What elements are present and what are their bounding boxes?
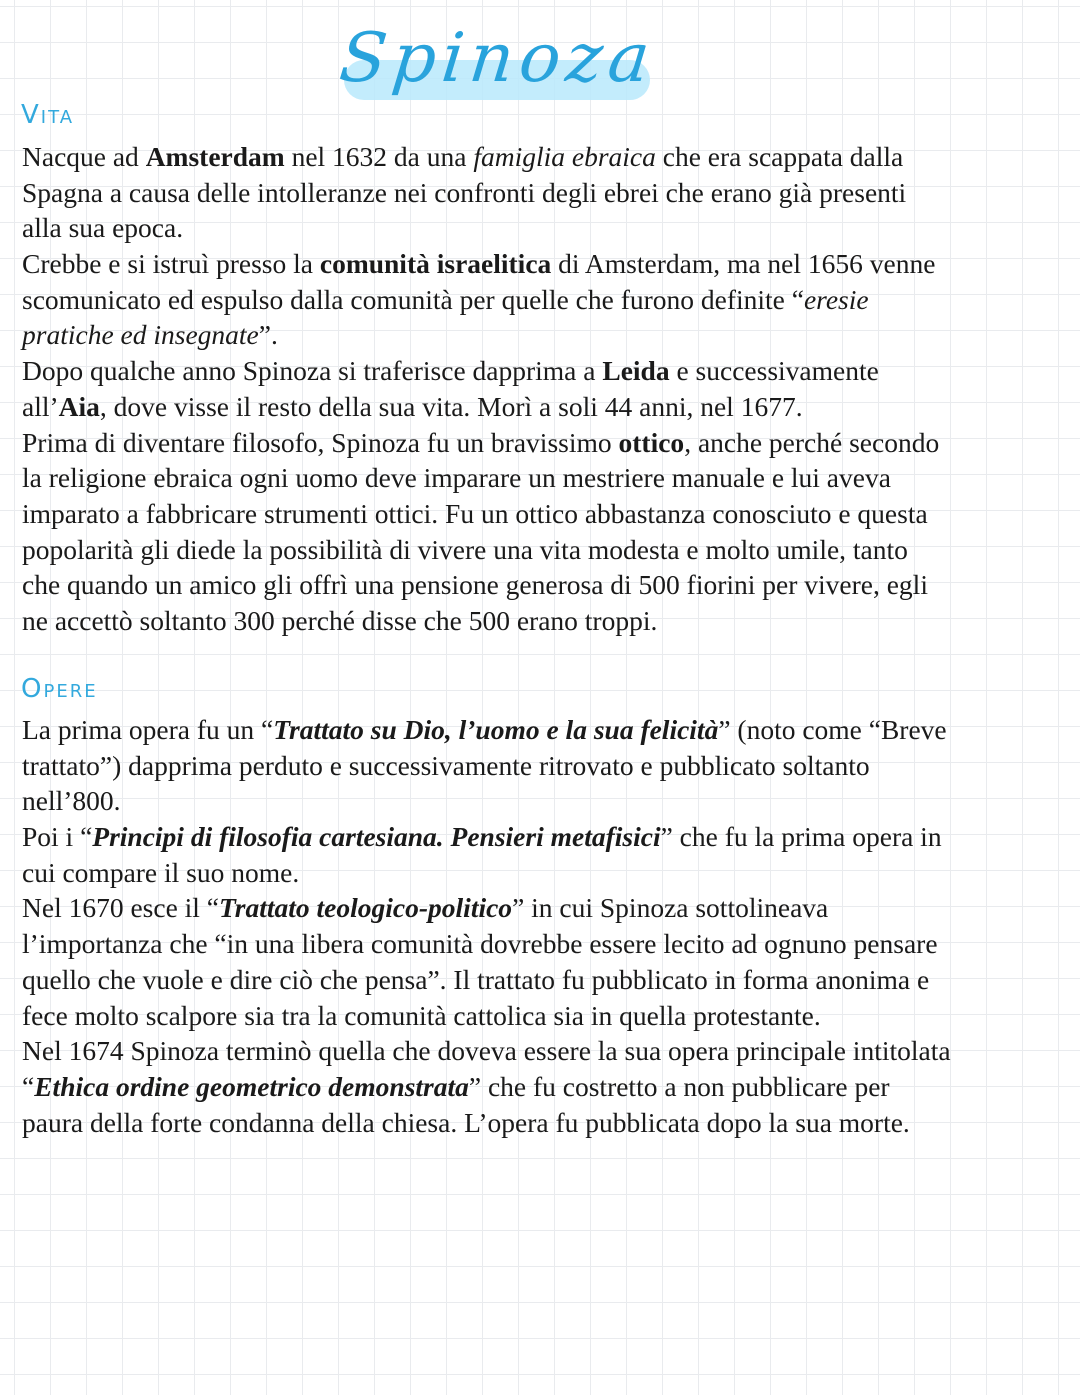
text-segment: popolarità gli diede la possibilità di vivere una vita modesta e molto umile, tanto [22, 533, 908, 565]
text-line [22, 496, 1072, 532]
text-segment: la religione ebraica ogni uomo deve imparare un mestriere manuale e lui aveva [22, 462, 891, 494]
text-segment: nel 1632 da una [284, 141, 474, 172]
text-line [22, 567, 1072, 603]
section-heading-vita: Vita [21, 100, 75, 130]
emphasis-text: Aia [58, 390, 100, 422]
text-line [22, 1069, 1072, 1105]
text-line [22, 532, 1072, 568]
text-line [22, 210, 1072, 246]
text-line [22, 1033, 1072, 1069]
text-line [22, 425, 1072, 461]
page-title-text: Spinoza [335, 19, 660, 98]
text-segment: trattato”) dapprima perduto e successivamente ritrovato e pubblicato soltanto [22, 749, 870, 781]
text-segment: fece molto scalpore sia tra la comunità cattolica sia in quella protestante. [22, 999, 821, 1031]
text-segment: scomunicato ed espulso dalla comunità per quelle che furono definite “ [22, 283, 804, 315]
emphasis-text: eresie [803, 283, 869, 315]
emphasis-text: famiglia ebraica [473, 141, 656, 172]
text-line [22, 712, 1072, 748]
text-segment: Spagna a causa delle intolleranze nei confronti degli ebrei che erano già presenti [22, 176, 907, 208]
text-line [22, 317, 1072, 353]
text-segment: Prima di diventare filosofo, Spinoza fu un bravissimo [22, 426, 619, 458]
emphasis-text: Principi di filosofia cartesiana. Pensieri metafisici [92, 821, 661, 853]
text-line [22, 783, 1072, 819]
text-line [22, 603, 1072, 639]
text-line [22, 389, 1072, 425]
text-segment: Dopo qualche anno Spinoza si traferisce dapprima a [22, 355, 603, 387]
text-line [22, 353, 1072, 389]
text-segment: all’ [22, 390, 59, 422]
text-segment: l’importanza che “in una libera comunità dovrebbe essere lecito ad ognuno pensare [22, 928, 938, 960]
text-line [22, 282, 1072, 318]
text-segment: , anche perché secondo [684, 426, 940, 458]
page-title [335, 14, 660, 124]
section-body-vita [22, 139, 1072, 639]
text-segment: Poi i “ [22, 821, 93, 853]
text-segment: “ [22, 1070, 35, 1102]
text-segment: paura della forte condanna della chiesa. L’opera fu pubblicata dopo la sua morte. [22, 1106, 910, 1138]
text-segment: ne accettò soltanto 300 perché disse che 500 erano troppi. [22, 604, 658, 636]
emphasis-text: pratiche ed insegnate [22, 319, 259, 351]
text-line [22, 962, 1072, 998]
text-segment: di Amsterdam, ma nel 1656 venne [551, 248, 936, 280]
text-line [22, 998, 1072, 1034]
text-segment: ” che fu costretto a non pubblicare per [468, 1070, 890, 1102]
text-line [22, 748, 1072, 784]
text-line [22, 1105, 1072, 1141]
text-line [22, 855, 1072, 891]
text-segment: Nel 1674 Spinoza terminò quella che doveva essere la sua opera principale intitolata [22, 1035, 951, 1067]
text-segment: che quando un amico gli offrì una pensione generosa di 500 fiorini per vivere, egli [22, 569, 928, 601]
text-segment: La prima opera fu un “ [22, 714, 274, 745]
emphasis-text: comunità israelitica [319, 248, 552, 280]
text-segment: ”. [258, 319, 278, 351]
text-line [22, 175, 1072, 211]
text-segment: nell’800. [22, 785, 121, 817]
emphasis-text: Trattato teologico-politico [219, 892, 513, 924]
text-line [22, 926, 1072, 962]
text-line [22, 139, 1072, 175]
emphasis-text: Leida [602, 355, 670, 387]
emphasis-text: Trattato su Dio, l’uomo e la sua felicità [273, 714, 719, 745]
text-segment: ” in cui Spinoza sottolineava [512, 892, 829, 924]
emphasis-text: Ethica ordine geometrico demonstrata [34, 1070, 469, 1102]
text-line [22, 890, 1072, 926]
text-line [22, 246, 1072, 282]
text-segment: che era scappata dalla [655, 141, 904, 172]
emphasis-text: ottico [618, 426, 685, 458]
text-segment: quello che vuole e dire ciò che pensa”. Il trattato fu pubblicato in forma anonima e [22, 963, 930, 995]
text-segment: e successivamente [669, 355, 879, 387]
text-segment: Nacque ad [22, 141, 146, 172]
text-segment: , dove visse il resto della sua vita. Morì a soli 44 anni, nel 1677. [99, 390, 803, 422]
text-segment: Nel 1670 esce il “ [22, 892, 220, 924]
section-heading-opere: Opere [21, 674, 98, 704]
text-segment: alla sua epoca. [22, 212, 184, 244]
text-line [22, 819, 1072, 855]
text-segment: ” che fu la prima opera in [660, 821, 942, 853]
emphasis-text: Amsterdam [145, 141, 285, 172]
text-segment: imparato a fabbricare strumenti ottici. Fu un ottico abbastanza conosciuto e questa [22, 497, 928, 529]
section-body-opere [22, 712, 1072, 1140]
text-line [22, 460, 1072, 496]
text-segment: cui compare il suo nome. [22, 856, 300, 888]
text-segment: ” (noto come “Breve [718, 714, 947, 745]
text-segment: Crebbe e si istruì presso la [22, 248, 320, 280]
